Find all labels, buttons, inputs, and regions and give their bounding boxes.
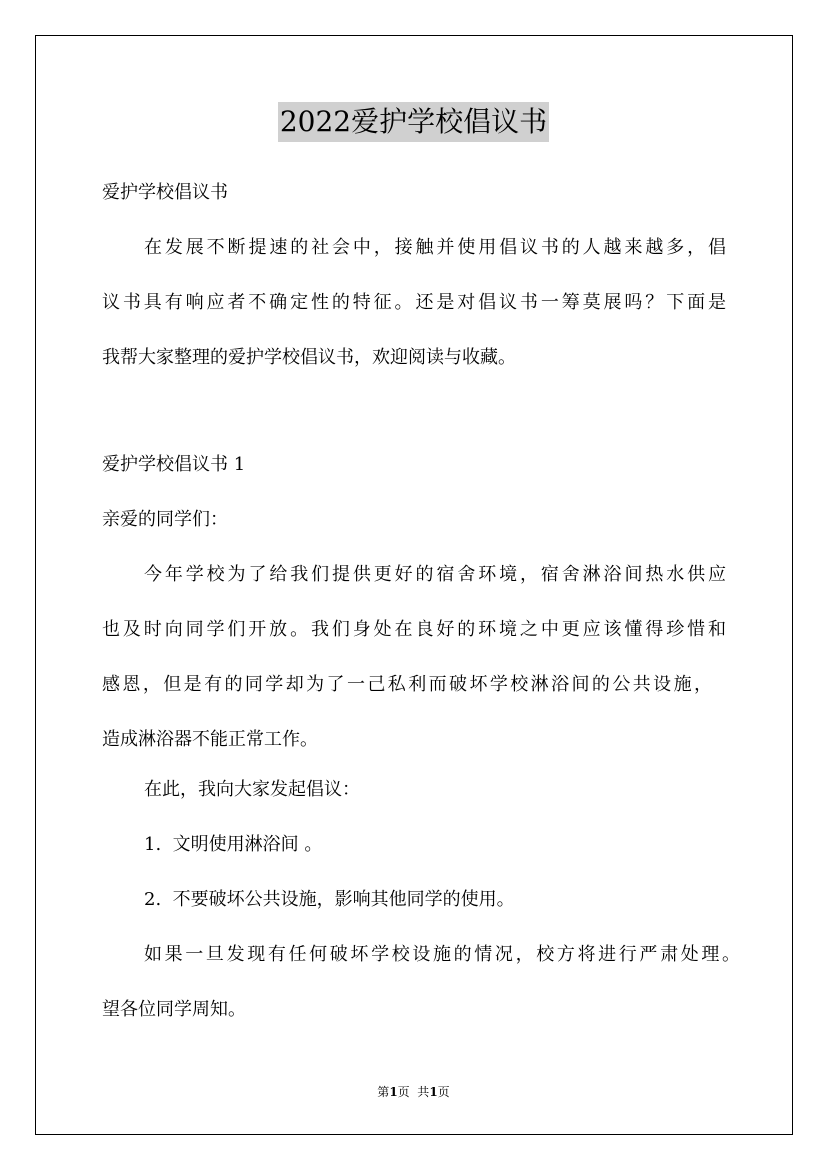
para3-line-2: 望各位同学周知。 [102, 999, 246, 1020]
intro-line-2: 议书具有响应者不确定性的特征。还是对倡议书一筹莫展吗？下面是 [102, 292, 726, 313]
section-heading: 爱护学校倡议书 1 [102, 454, 246, 475]
footer-suffix: 页 [437, 1085, 450, 1099]
subtitle: 爱护学校倡议书 [102, 182, 228, 203]
footer-page-total: 1 [429, 1085, 438, 1099]
para1-line-1: 今年学校为了给我们提供更好的宿舍环境，宿舍淋浴间热水供应 [144, 564, 726, 585]
intro-line-1: 在发展不断提速的社会中，接触并使用倡议书的人越来越多，倡 [144, 237, 726, 258]
intro-line-3: 我帮大家整理的爱护学校倡议书，欢迎阅读与收藏。 [102, 347, 516, 368]
para1-line-4: 造成淋浴器不能正常工作。 [102, 729, 318, 750]
list-item-2: 2. 不要破坏公共设施，影响其他同学的使用。 [144, 889, 515, 910]
footer-mid: 页 共 [397, 1085, 430, 1099]
list-item-1: 1. 文明使用淋浴间 。 [144, 834, 323, 855]
footer-prefix: 第 [377, 1085, 390, 1099]
salutation: 亲爱的同学们： [102, 509, 228, 530]
para3-line-1: 如果一旦发现有任何破坏学校设施的情况，校方将进行严肃处理。 [144, 944, 740, 965]
page-footer [0, 1084, 827, 1100]
para1-line-2: 也及时向同学们开放。我们身处在良好的环境之中更应该懂得珍惜和 [102, 619, 726, 640]
document-title-wrap [0, 102, 827, 142]
document-title: 2022爱护学校倡议书 [278, 102, 549, 142]
footer-page-num: 1 [389, 1085, 398, 1099]
para1-line-3: 感恩，但是有的同学却为了一己私利而破坏学校淋浴间的公共设施， [102, 674, 712, 695]
para2: 在此，我向大家发起倡议： [144, 779, 360, 800]
